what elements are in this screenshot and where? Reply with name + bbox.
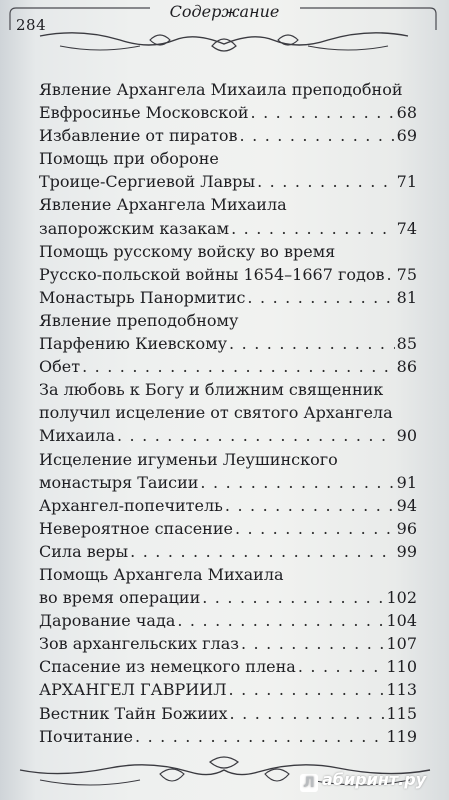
toc-entry-last-line [39,725,417,748]
dot-leader [241,632,384,655]
toc-entry-title: За любовь к Богу и ближним священник [39,380,384,400]
toc-entry-last-line [39,424,417,447]
toc-page-number: 85 [396,334,417,354]
toc-entry-title: Почитание [39,726,134,746]
toc-entry [39,632,417,655]
toc-page-number: 81 [396,287,417,307]
toc-entry-line [39,78,417,101]
toc-entry-title: Спасение из немецкого плена [39,657,296,677]
dot-leader [225,494,395,517]
toc-page-number: 68 [396,103,417,123]
toc-entry-title: АРХАНГЕЛ ГАВРИИЛ [39,680,227,700]
toc-entry-title: Явление Архангела Михаила [39,195,287,215]
toc-entry-last-line [39,286,417,309]
toc-entry-last-line [39,170,417,193]
toc-page-number: 94 [396,495,417,515]
toc-page-number: 113 [386,680,417,700]
toc-entry-last-line [39,124,417,147]
toc-entry [39,124,417,147]
toc-entry-last-line [39,678,417,701]
dot-leader [231,217,395,240]
labirint-watermark [300,770,426,792]
toc-entry-last-line [39,263,417,286]
toc-entry-line [39,147,417,170]
toc-entry-title: Явление Архангела Михаила преподобной [39,80,403,99]
toc-entry [39,678,417,701]
dot-leader [230,702,385,725]
toc-entry-last-line [39,655,417,678]
toc-entry-last-line [39,101,417,124]
toc-entry-title: Архангел-попечитель [39,495,223,515]
toc-page-number: 119 [386,726,417,746]
toc-entry-last-line [39,494,417,517]
toc-entry [39,448,417,494]
toc-page-number: 86 [396,357,417,377]
page-header [0,0,449,60]
dot-leader [117,424,395,447]
toc-entry-title: Помощь при обороне [39,149,219,169]
dot-leader [82,355,395,378]
toc-entry-title: Монастырь Панормитис [39,287,246,307]
toc-entry-last-line [39,609,417,632]
toc-entry-last-line [39,517,417,540]
dot-leader [386,263,394,286]
toc-entry-last-line [39,632,417,655]
toc-entry [39,563,417,609]
toc-page-number: 107 [386,634,417,654]
toc-entry-last-line [39,471,417,494]
toc-page-number: 104 [386,611,417,631]
toc-entry-title: Избавление от пиратов [39,126,238,146]
toc-page-number: 115 [386,703,417,723]
toc-entry-line [39,448,417,471]
toc-entry [39,725,417,748]
toc-entry [39,355,417,378]
toc-entry [39,240,417,286]
toc-entry-title: Зов архангельских глаз [39,634,239,654]
toc-entry-title: Дарование чада [39,611,176,631]
toc-entry [39,702,417,725]
toc-entry [39,517,417,540]
toc-entry [39,309,417,355]
toc-entry-title: запорожским казакам [39,218,230,238]
dot-leader [235,517,395,540]
toc-entry [39,655,417,678]
toc-entry-last-line [39,586,417,609]
toc-entry-title: Вестник Тайн Божиих [39,703,228,723]
toc-entry-title: Исцеление игуменьи Леушинского [39,449,338,469]
toc-entry-line [39,193,417,216]
toc-entry-title: получил исцеление от святого Архангела [39,403,393,423]
toc-entry-title: Обет [39,357,81,377]
dot-leader [135,725,384,748]
toc-entry [39,378,417,447]
table-of-contents [39,78,417,748]
toc-entry-title: Явление преподобному [39,310,239,330]
toc-entry-line [39,378,417,401]
dot-leader [240,124,395,147]
running-title: Содержание [169,2,280,21]
labirint-logo-icon: Л [300,774,318,792]
page-number: 284 [16,16,47,34]
toc-entry [39,147,417,193]
toc-entry-title: Помощь Архангела Михаила [39,564,284,584]
toc-entry [39,609,417,632]
toc-entry-last-line [39,217,417,240]
dot-leader [130,540,394,563]
dot-leader [229,332,395,355]
toc-page-number: 99 [396,541,417,561]
toc-page-number: 102 [386,588,417,608]
toc-entry-title: Невероятное спасение [39,518,233,538]
toc-entry-title: Троице-Сергиевой Лавры [39,172,256,192]
toc-entry-title: Михаила [39,426,115,446]
toc-entry-title: Парфению Киевскому [39,334,228,354]
toc-page-number: 71 [396,172,417,192]
toc-entry-line [39,563,417,586]
toc-entry-title: Русско-польской войны 1654–1667 годов [39,264,385,284]
toc-page-number: 74 [396,218,417,238]
toc-entry [39,494,417,517]
dot-leader [202,586,384,609]
dot-leader [229,678,385,701]
toc-entry-title: Евфросинье Московской [39,103,249,123]
toc-entry [39,286,417,309]
toc-entry-last-line [39,355,417,378]
dot-leader [298,655,385,678]
toc-entry-line [39,240,417,263]
toc-entry-line [39,401,417,424]
toc-entry-title: Помощь русскому войску во время [39,241,336,261]
toc-entry-line [39,309,417,332]
toc-page-number: 90 [396,426,417,446]
dot-leader [247,286,394,309]
toc-page-number: 69 [396,126,417,146]
toc-page-number: 110 [386,657,417,677]
dot-leader [177,609,384,632]
toc-entry [39,193,417,239]
toc-entry-title: Сила веры [39,541,129,561]
dot-leader [200,471,394,494]
toc-entry-title: монастыря Таисии [39,472,199,492]
dot-leader [251,101,395,124]
toc-entry-last-line [39,702,417,725]
toc-entry-title: во время операции [39,588,201,608]
toc-page-number: 75 [396,264,417,284]
toc-page-number: 96 [396,518,417,538]
dot-leader [257,170,395,193]
toc-entry [39,540,417,563]
toc-page-number: 91 [396,472,417,492]
watermark-text: абиринт.ру [322,770,427,789]
toc-entry [39,78,417,124]
toc-entry-last-line [39,332,417,355]
toc-entry-last-line [39,540,417,563]
